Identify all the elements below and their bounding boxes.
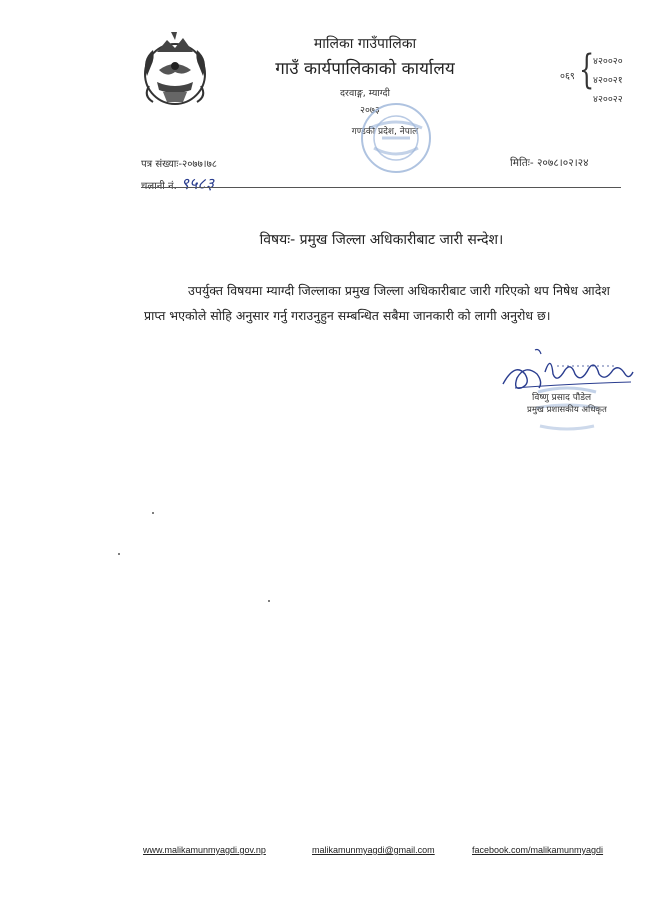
- phone-number: ४२००२२: [593, 94, 623, 105]
- office-address: दरवाङ्ग, म्याग्दी: [340, 88, 390, 99]
- signer-name: विष्णु प्रसाद पौडेल: [532, 393, 592, 403]
- footer-email-link[interactable]: malikamunmyagdi@gmail.com: [312, 845, 435, 855]
- phone-number: ४२००२१: [593, 75, 623, 86]
- scan-speck: [118, 553, 120, 555]
- header-divider: [141, 187, 621, 188]
- dispatch-value: ९५८३: [180, 174, 215, 193]
- dispatch-label: चलानी नं.: [141, 181, 177, 192]
- phone-number: ४२००२०: [593, 56, 623, 67]
- footer-website-link[interactable]: www.malikamunmyagdi.gov.np: [143, 845, 266, 855]
- office-stamp-icon: [356, 98, 436, 178]
- nepal-emblem-icon: [133, 30, 217, 110]
- scan-speck: [268, 600, 270, 602]
- dispatch-number: [141, 172, 214, 194]
- signer-title: प्रमुख प्रशासकीय अधिकृत: [527, 405, 607, 415]
- phone-area-code: ०६९: [560, 71, 575, 82]
- office-name: मालिका गाउँपालिका: [313, 36, 417, 52]
- office-established-year: २०७३: [360, 105, 380, 116]
- footer-facebook-link[interactable]: facebook.com/malikamunmyagdi: [472, 845, 604, 855]
- brace-icon: {: [579, 47, 595, 93]
- office-title: गाउँ कार्यपालिकाको कार्यालय: [275, 59, 455, 79]
- office-province: गण्डकी प्रदेश, नेपाल: [351, 127, 419, 137]
- subject-line: विषयः- प्रमुख जिल्ला अधिकारीबाट जारी सन्देश।: [259, 232, 504, 248]
- letter-date: मितिः- २०७८।०२।२४: [510, 157, 589, 169]
- letter-number: पत्र संख्याः-२०७७।७८: [141, 159, 217, 170]
- body-paragraph: उपर्युक्त विषयमा म्याग्दी जिल्लाका प्रमुख जिल्ला अधिकारीबाट जारी गरिएको थप निषेध आदेश प्राप्त भएकोले सोहि अनुसार गर्नु गराउनुहुन सम्बन्धित सबैमा जानकारी को लागी अनुरोध छ।: [144, 283, 610, 323]
- scan-speck: [152, 512, 154, 514]
- phone-list: [593, 52, 623, 109]
